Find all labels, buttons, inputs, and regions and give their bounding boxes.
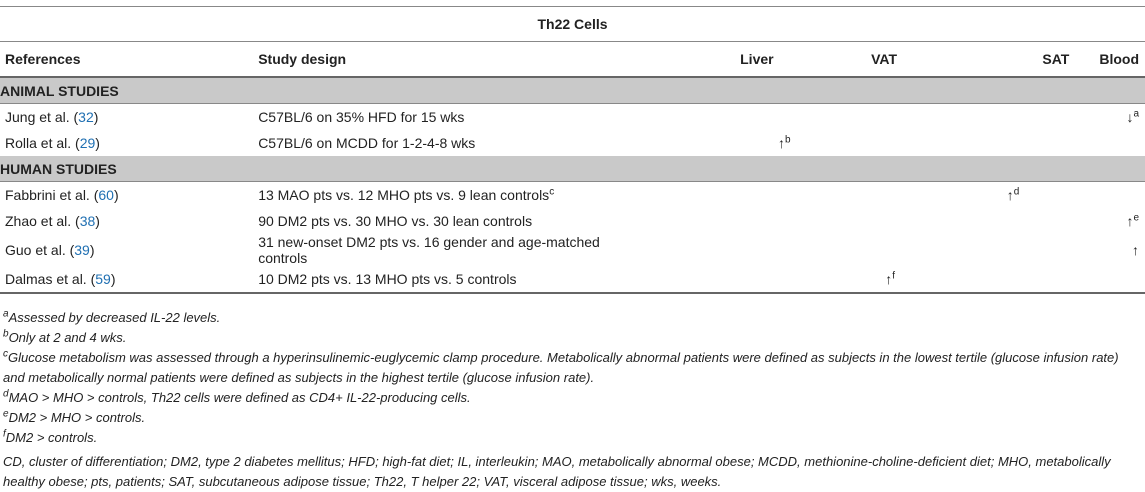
footnote-mark: c [3,348,8,360]
liver-cell [647,182,800,209]
table-row [0,130,1145,156]
liver-cell [647,130,800,156]
direction-arrow: ↑ [1132,242,1139,258]
vat-cell [801,266,907,293]
study-design-cell [251,234,647,266]
footnote-text: Assessed by decreased IL-22 levels. [8,310,221,325]
direction-arrow: ↑ [778,135,786,151]
reference-link[interactable]: 60 [98,187,114,203]
header-liver: Liver [647,42,800,78]
footnote-marker: b [785,134,791,146]
reference-link[interactable]: 38 [79,213,96,229]
liver-cell [647,208,800,234]
sat-cell [907,104,1099,131]
reference-close: ) [95,213,100,229]
reference-cell [0,182,251,209]
reference-author: Guo et al. ( [5,242,75,258]
reference-author: Dalmas et al. ( [5,271,96,287]
study-design-text: 10 DM2 pts vs. 13 MHO pts vs. 5 controls [258,271,517,287]
footnote-marker: e [1133,212,1139,224]
reference-cell [0,234,251,266]
table-row [0,208,1145,234]
vat-cell [801,104,907,131]
sat-cell [907,182,1099,209]
header-study-design: Study design [251,42,647,78]
direction-arrow: ↓ [1126,109,1134,125]
footnote [3,308,1141,328]
footnote-mark: b [3,328,9,340]
footnote-text: DM2 > MHO > controls. [8,410,146,425]
reference-close: ) [95,135,100,151]
direction-arrow: ↑ [885,271,893,287]
reference-cell [0,208,251,234]
sat-cell [907,208,1099,234]
reference-author: Jung et al. ( [5,109,79,125]
vat-cell [801,182,907,209]
table-title: Th22 Cells [0,7,1145,42]
study-design-text: 90 DM2 pts vs. 30 MHO vs. 30 lean controls [258,213,533,229]
footnote [3,428,1141,448]
section-label: ANIMAL STUDIES [0,77,1145,104]
table-title-row [0,7,1145,42]
study-design-text: 13 MAO pts vs. 12 MHO pts vs. 9 lean controls [258,187,550,203]
reference-close: ) [113,187,119,203]
study-design-cell [251,104,647,131]
blood-cell [1099,130,1145,156]
vat-cell [801,130,907,156]
header-references: References [0,42,251,78]
table-footnotes [3,308,1141,492]
table-row [0,182,1145,209]
reference-link[interactable]: 59 [95,271,111,287]
footnote-text: MAO > MHO > controls, Th22 cells were defined as CD4+ IL-22-producing cells. [8,390,471,405]
footnote-marker: c [549,186,555,198]
header-blood: Blood [1099,42,1145,78]
table-row [0,234,1145,266]
study-design-cell [251,266,647,293]
section-header-row [0,77,1145,104]
liver-cell [647,266,800,293]
sat-cell [907,130,1099,156]
reference-close: ) [110,271,116,287]
direction-arrow: ↑ [1126,213,1134,229]
footnote [3,348,1141,388]
reference-author: Fabbrini et al. ( [5,187,99,203]
footnote-marker: d [1013,186,1020,198]
footnote-text: Only at 2 and 4 wks. [8,330,127,345]
reference-link[interactable]: 29 [79,135,96,151]
sat-cell [907,234,1099,266]
reference-cell [0,104,251,131]
footnote-mark: d [3,388,9,400]
blood-cell [1099,266,1145,293]
footnote [3,328,1141,348]
abbreviations: CD, cluster of differentiation; DM2, type 2 diabetes mellitus; HFD; high-fat diet; IL, interleukin; MAO, metabolically abnormal obese; MCDD, methionine-choline-deficient diet; MHO, metabolically healthy obese; pts, patients; SAT, subcutaneous adipose tissue; Th22, T helper 22; VAT, visceral adipose tissue; wks, weeks. [3,454,1111,489]
sat-cell [907,266,1099,293]
study-design-text: C57BL/6 on MCDD for 1-2-4-8 wks [258,135,476,151]
reference-cell [0,266,251,293]
reference-close: ) [89,242,95,258]
blood-cell [1099,182,1145,209]
study-design-cell [251,182,647,209]
table-header-row [0,42,1145,78]
footnote-text: Glucose metabolism was assessed through a hyperinsulinemic-euglycemic clamp procedure. Metabolically abnormal patients were defined as subjects in the lowest tertile (glucose infusion rate) and metabolically normal patients were defined as subjects in the highest tertile (glucose infusion rate). [3,350,1119,385]
table-row [0,266,1145,293]
header-sat: SAT [907,42,1099,78]
reference-link[interactable]: 39 [74,242,90,258]
section-label: HUMAN STUDIES [0,156,1145,182]
footnote [3,388,1141,408]
footnote-mark: a [3,308,9,320]
table-row [0,104,1145,131]
reference-author: Zhao et al. ( [5,213,80,229]
footnote-marker: f [892,270,896,282]
vat-cell [801,208,907,234]
liver-cell [647,104,800,131]
reference-link[interactable]: 32 [78,109,94,125]
reference-close: ) [93,109,99,125]
footnote-text: DM2 > controls. [5,430,98,445]
footnote-marker: a [1133,108,1139,120]
footnote-mark: f [3,428,6,440]
study-design-text: 31 new-onset DM2 pts vs. 16 gender and age-matched controls [258,234,600,266]
blood-cell [1099,104,1145,131]
th22-table [0,6,1145,294]
header-vat: VAT [801,42,907,78]
liver-cell [647,234,800,266]
study-design-text: C57BL/6 on 35% HFD for 15 wks [258,109,465,125]
study-design-cell [251,130,647,156]
vat-cell [801,234,907,266]
study-design-cell [251,208,647,234]
reference-author: Rolla et al. ( [5,135,80,151]
footnote-mark: e [3,408,9,420]
footnote [3,408,1141,428]
blood-cell [1099,208,1145,234]
section-header-row [0,156,1145,182]
direction-arrow: ↑ [1006,187,1014,203]
reference-cell [0,130,251,156]
blood-cell [1099,234,1145,266]
